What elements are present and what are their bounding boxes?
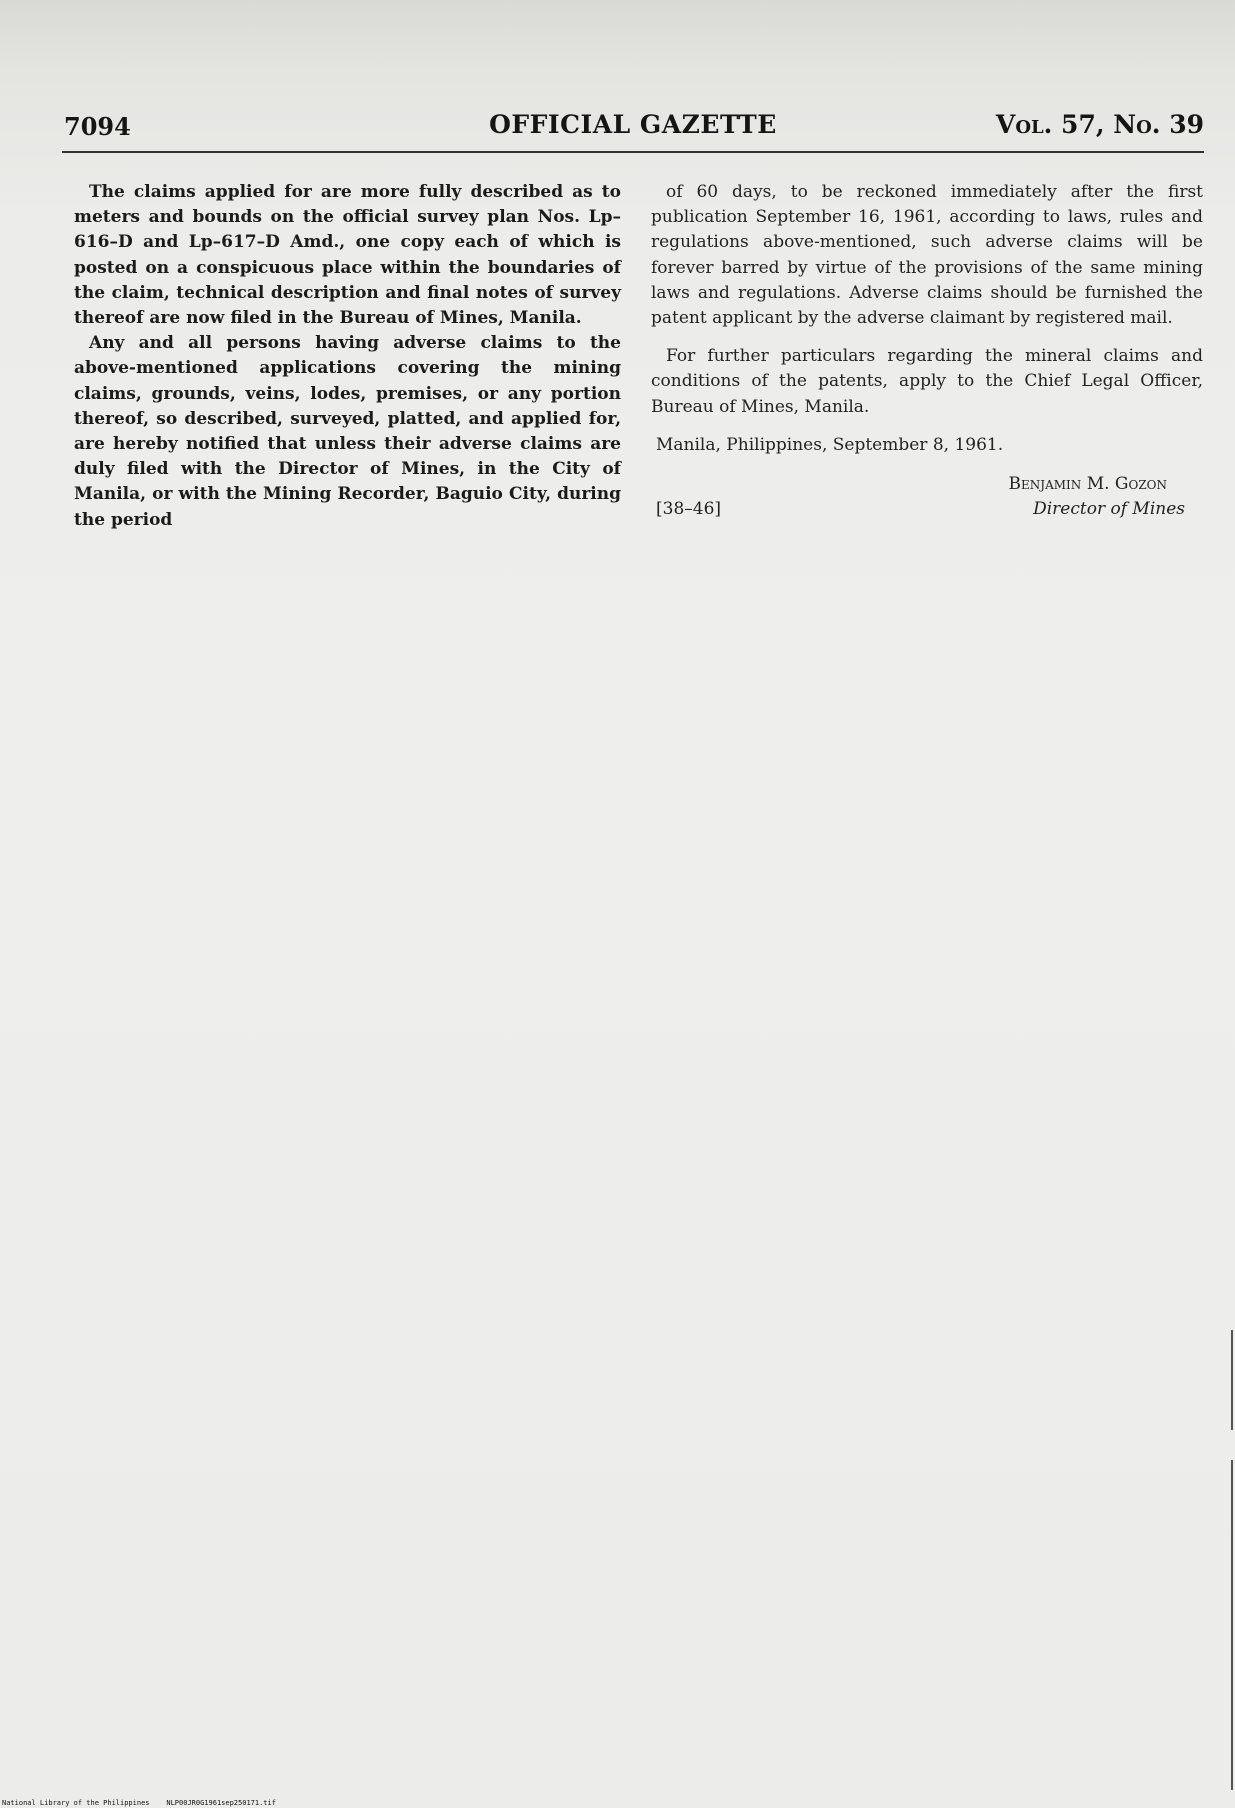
paragraph-adverse-period: of 60 days, to be reckoned immediately after the first publication September 16, 1961, according to laws, rules and regulations above-mentioned, such adverse claims will be forever barred by virtue of the provisions of the same mining laws and regulations. Adverse claims should be furnished the patent applicant by the adverse claimant by registered mail. (651, 182, 1203, 329)
page-header (62, 108, 1204, 148)
left-column (74, 180, 621, 533)
paragraph-claims-description: The claims applied for are more fully described as to meters and bounds on the official survey plan Nos. Lp–616–D and Lp–617–D Amd., one copy each of which is posted on a conspicuous place within the boundaries of the claim, technical description and final notes of survey thereof are now filed in the Bureau of Mines, Manila. (74, 182, 621, 329)
signatory-title: Director of Mines (1033, 499, 1185, 520)
publication-title: OFFICIAL GAZETTE (489, 110, 777, 139)
paragraph-further-particulars: For further particulars regarding the mineral claims and conditions of the patents, apply to the Chief Legal Officer, Bureau of Mines, Manila. (651, 346, 1203, 417)
footer-library: National Library of the Philippines (2, 1799, 150, 1807)
scan-edge-mark (1231, 1460, 1233, 1790)
notice-reference: [38–46] (656, 499, 722, 520)
dateline: Manila, Philippines, September 8, 1961. (656, 434, 1004, 455)
right-column (651, 180, 1203, 523)
header-rule (62, 151, 1204, 153)
scan-footer (2, 1799, 276, 1807)
scan-edge-mark (1231, 1330, 1233, 1430)
footer-file-id: NLP00JR0G1961sep250171.tif (166, 1799, 276, 1807)
signature-row (651, 497, 1203, 523)
volume-number: Vol. 57, No. 39 (995, 110, 1204, 139)
page-number: 7094 (64, 112, 131, 141)
signatory-name: Benjamin M. Gozon (1008, 474, 1167, 495)
paragraph-adverse-claims: Any and all persons having adverse claims to the above-mentioned applications covering the mining claims, grounds, veins, lodes, premises, or any portion thereof, so described, surveyed, platted, and applied for, are hereby notified that unless their adverse claims are duly filed with the Director of Mines, in the City of Manila, or with the Mining Recorder, Baguio City, during the period (74, 333, 621, 530)
